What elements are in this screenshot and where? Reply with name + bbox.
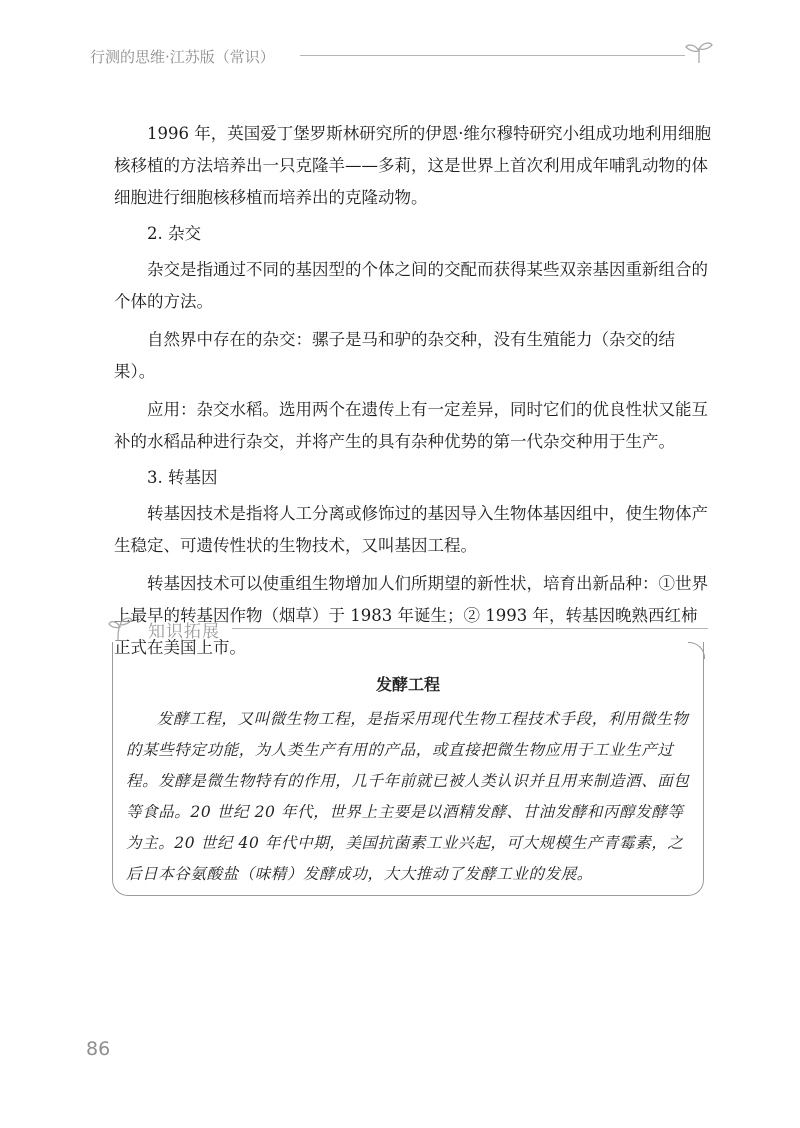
heading-hybrid: 2. 杂交 xyxy=(147,224,201,243)
knowledge-section-title: 知识拓展 xyxy=(148,622,220,642)
paragraph-hybrid-definition: 杂交是指通过不同的基因型的个体之间的交配而获得某些双亲基因重新组合的个体的方法。 xyxy=(114,260,708,311)
box-paragraph: 发酵工程，又叫微生物工程，是指采用现代生物工程技术手段，利用微生物的某些特定功能，为人类生产有用的产品，或直接把微生物应用于工业生产过程。发酵是微生物特有的作用，几千年前就已被人类认识并且用来制造酒、面包等食品。20 世纪 20 年代，世界上主要是以酒精发酵、甘油发酵和丙醇发酵等为主。20 世纪 40 年代中期，美国抗菌素工业兴起，可大规模生产青霉素，之后日本谷氨酸盐（味精）发酵成功，大大推动了发酵工业的发展。 xyxy=(126,710,690,883)
paragraph-clone: 1996 年，英国爱丁堡罗斯林研究所的伊恩·维尔穆特研究小组成功地利用细胞核移植的方法培养出一只克隆羊——多莉，这是世界上首次利用成年哺乳动物的体细胞进行细胞核移植而培养出的克隆动物。 xyxy=(114,124,711,207)
paragraph-transgenic-use: 转基因技术可以使重组生物增加人们所期望的新性状，培育出新品种：①世界上最早的转基因作物（烟草）于 1983 年诞生；② 1993 年，转基因晚熟西红柿正式在美国上市。 xyxy=(114,574,708,657)
box-title: 发酵工程 xyxy=(375,675,440,694)
box-content xyxy=(126,704,692,890)
paragraph-transgenic-definition: 转基因技术是指将人工分离或修饰过的基因导入生物体基因组中，使生物体产生稳定、可遗传性状的生物技术，又叫基因工程。 xyxy=(114,504,708,555)
section-rule xyxy=(232,628,708,629)
header-rule xyxy=(300,55,685,56)
paragraph-hybrid-application: 应用：杂交水稻。选用两个在遗传上有一定差异，同时它们的优良性状又能互补的水稻品种进行杂交，并将产生的具有杂种优势的第一代杂交种用于生产。 xyxy=(114,400,708,451)
running-header xyxy=(90,40,720,70)
heading-transgenic: 3. 转基因 xyxy=(147,468,218,487)
paragraph-hybrid-nature: 自然界中存在的杂交：骡子是马和驴的杂交种，没有生殖能力（杂交的结果）。 xyxy=(114,330,675,381)
sprout-icon xyxy=(108,612,144,642)
page-number: 86 xyxy=(86,1038,111,1060)
book-title: 行测的思维·江苏版（常识） xyxy=(90,48,275,66)
knowledge-box xyxy=(112,642,704,896)
main-text xyxy=(114,118,712,664)
sprout-icon xyxy=(682,40,716,64)
knowledge-section-header xyxy=(108,612,708,642)
